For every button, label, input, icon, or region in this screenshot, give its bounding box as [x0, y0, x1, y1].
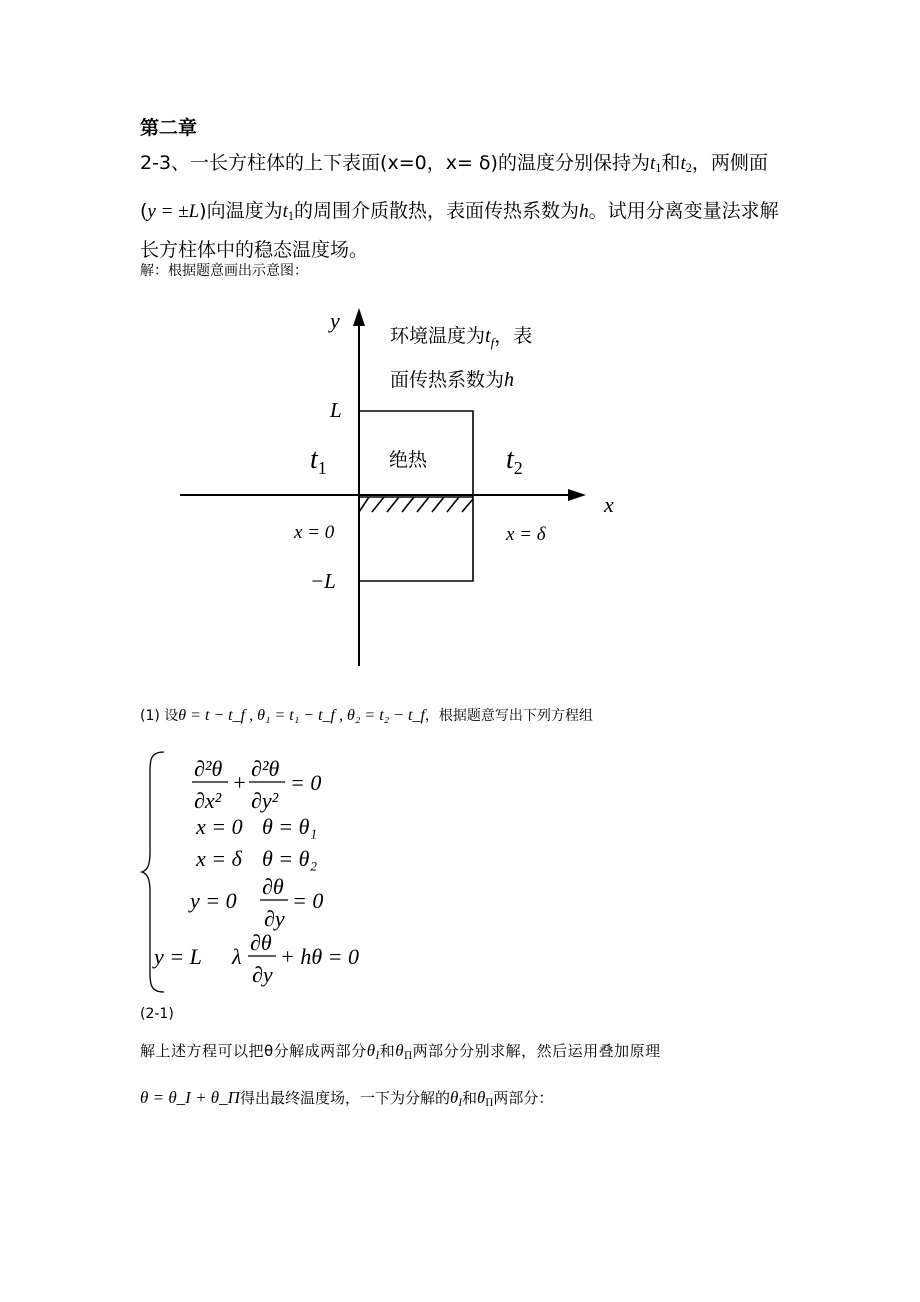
problem-text: ，两侧面 [691, 152, 768, 174]
chapter-title: 第二章 [140, 117, 198, 139]
decomposition-text: 两部分分别求解，然后运用叠加原理 [412, 1042, 661, 1060]
label-t1: $t_1$ [310, 444, 327, 478]
decomposition-text: 解上述方程可以把θ分解成两部分 [140, 1042, 367, 1060]
bc2-equation: θ = θ₂ [262, 846, 318, 871]
superposition-equation: θ = θ_I + θ_Π [140, 1088, 240, 1107]
pde-rhs: = 0 [290, 770, 322, 795]
axis-label-x: x [604, 492, 614, 517]
var-t1: $t_1$ [282, 201, 295, 224]
theta-II: $\theta_\Pi$ [395, 1041, 413, 1062]
bc3-numerator: ∂θ [262, 874, 284, 899]
step-1-line [140, 705, 593, 725]
bc1-equation: θ = θ₁ [262, 814, 318, 839]
env-label-line-2: 面传热系数为h [390, 369, 515, 391]
env-label-line-1: 环境温度为$t_f$，表 [390, 325, 533, 350]
equation-reference: (2-1) [140, 1006, 174, 1022]
var-t2: $t_2$ [680, 153, 692, 176]
problem-text: )向温度为 [199, 200, 283, 222]
problem-line-2 [140, 196, 779, 224]
y-axis-arrow [353, 308, 365, 326]
problem-line-1 [140, 148, 768, 176]
problem-text: 的周围介质散热，表面传热系数为 [294, 200, 580, 222]
theta-II: $\theta_\Pi$ [477, 1088, 494, 1109]
pde-plus: + [232, 770, 247, 795]
solution-intro: 解：根据题意画出示意图： [140, 263, 308, 279]
problem-text: 。试用分离变量法求解 [588, 200, 779, 222]
problem-line-3: 长方柱体中的稳态温度场。 [140, 239, 369, 261]
pde-denominator-1: ∂x² [194, 788, 222, 813]
label-t2: $t_2$ [506, 444, 523, 478]
label-L: L [330, 398, 342, 422]
schematic-diagram [170, 300, 630, 680]
decomposition-text: 和 [462, 1089, 478, 1107]
bc3-rhs: = 0 [292, 888, 324, 913]
insulation-hatching [359, 497, 473, 512]
step-1-prefix: (1) 设 [140, 708, 179, 724]
problem-text: ( [140, 200, 148, 222]
bc4-rhs: + hθ = 0 [280, 944, 359, 969]
bc1-condition: x = 0 [196, 814, 243, 839]
axis-label-y: y [330, 308, 340, 333]
pde-numerator-1: ∂²θ [194, 756, 223, 781]
problem-text: 和 [661, 152, 681, 174]
decomposition-text: 得出最终温度场，一下为分解的 [239, 1089, 450, 1107]
decomposition-line-1 [140, 1040, 661, 1062]
theta-I: $\theta_I$ [366, 1041, 380, 1062]
bc4-lambda: λ [232, 944, 242, 969]
pde-numerator-2: ∂²θ [251, 756, 280, 781]
decomposition-text: 两部分： [493, 1089, 554, 1107]
var-t1: $t_1$ [649, 153, 662, 176]
problem-text: 一长方柱体的上下表面(x=0，x= δ)的温度分别保持为 [190, 152, 650, 174]
bc3-denominator: ∂y [264, 906, 285, 931]
bc3-condition: y = 0 [190, 888, 237, 913]
theta-I: $\theta_I$ [449, 1088, 462, 1109]
bc4-condition: y = L [154, 944, 202, 969]
bc4-numerator: ∂θ [250, 930, 272, 955]
label-neg-L: −L [310, 569, 336, 593]
decomposition-text: 和 [379, 1042, 396, 1060]
label-insulated: 绝热 [389, 450, 428, 471]
label-x-equals-0: x = 0 [294, 522, 335, 543]
theta-definitions: θ = t − t_f , θ₁ = t₁ − t_f , θ₂ = t₂ − t_f [178, 707, 425, 724]
problem-number: 2-3、 [140, 152, 191, 174]
label-x-equals-delta: x = δ [506, 524, 546, 545]
bc4-denominator: ∂y [252, 962, 273, 987]
step-1-suffix: ，根据题意写出下列方程组 [424, 708, 593, 724]
side-condition: y = ±L [147, 201, 200, 222]
x-axis-arrow [568, 489, 586, 501]
equation-system [140, 748, 440, 996]
var-h: h [579, 201, 589, 222]
pde-denominator-2: ∂y² [251, 788, 279, 813]
decomposition-line-2 [140, 1087, 553, 1109]
bc2-condition: x = δ [196, 846, 242, 871]
